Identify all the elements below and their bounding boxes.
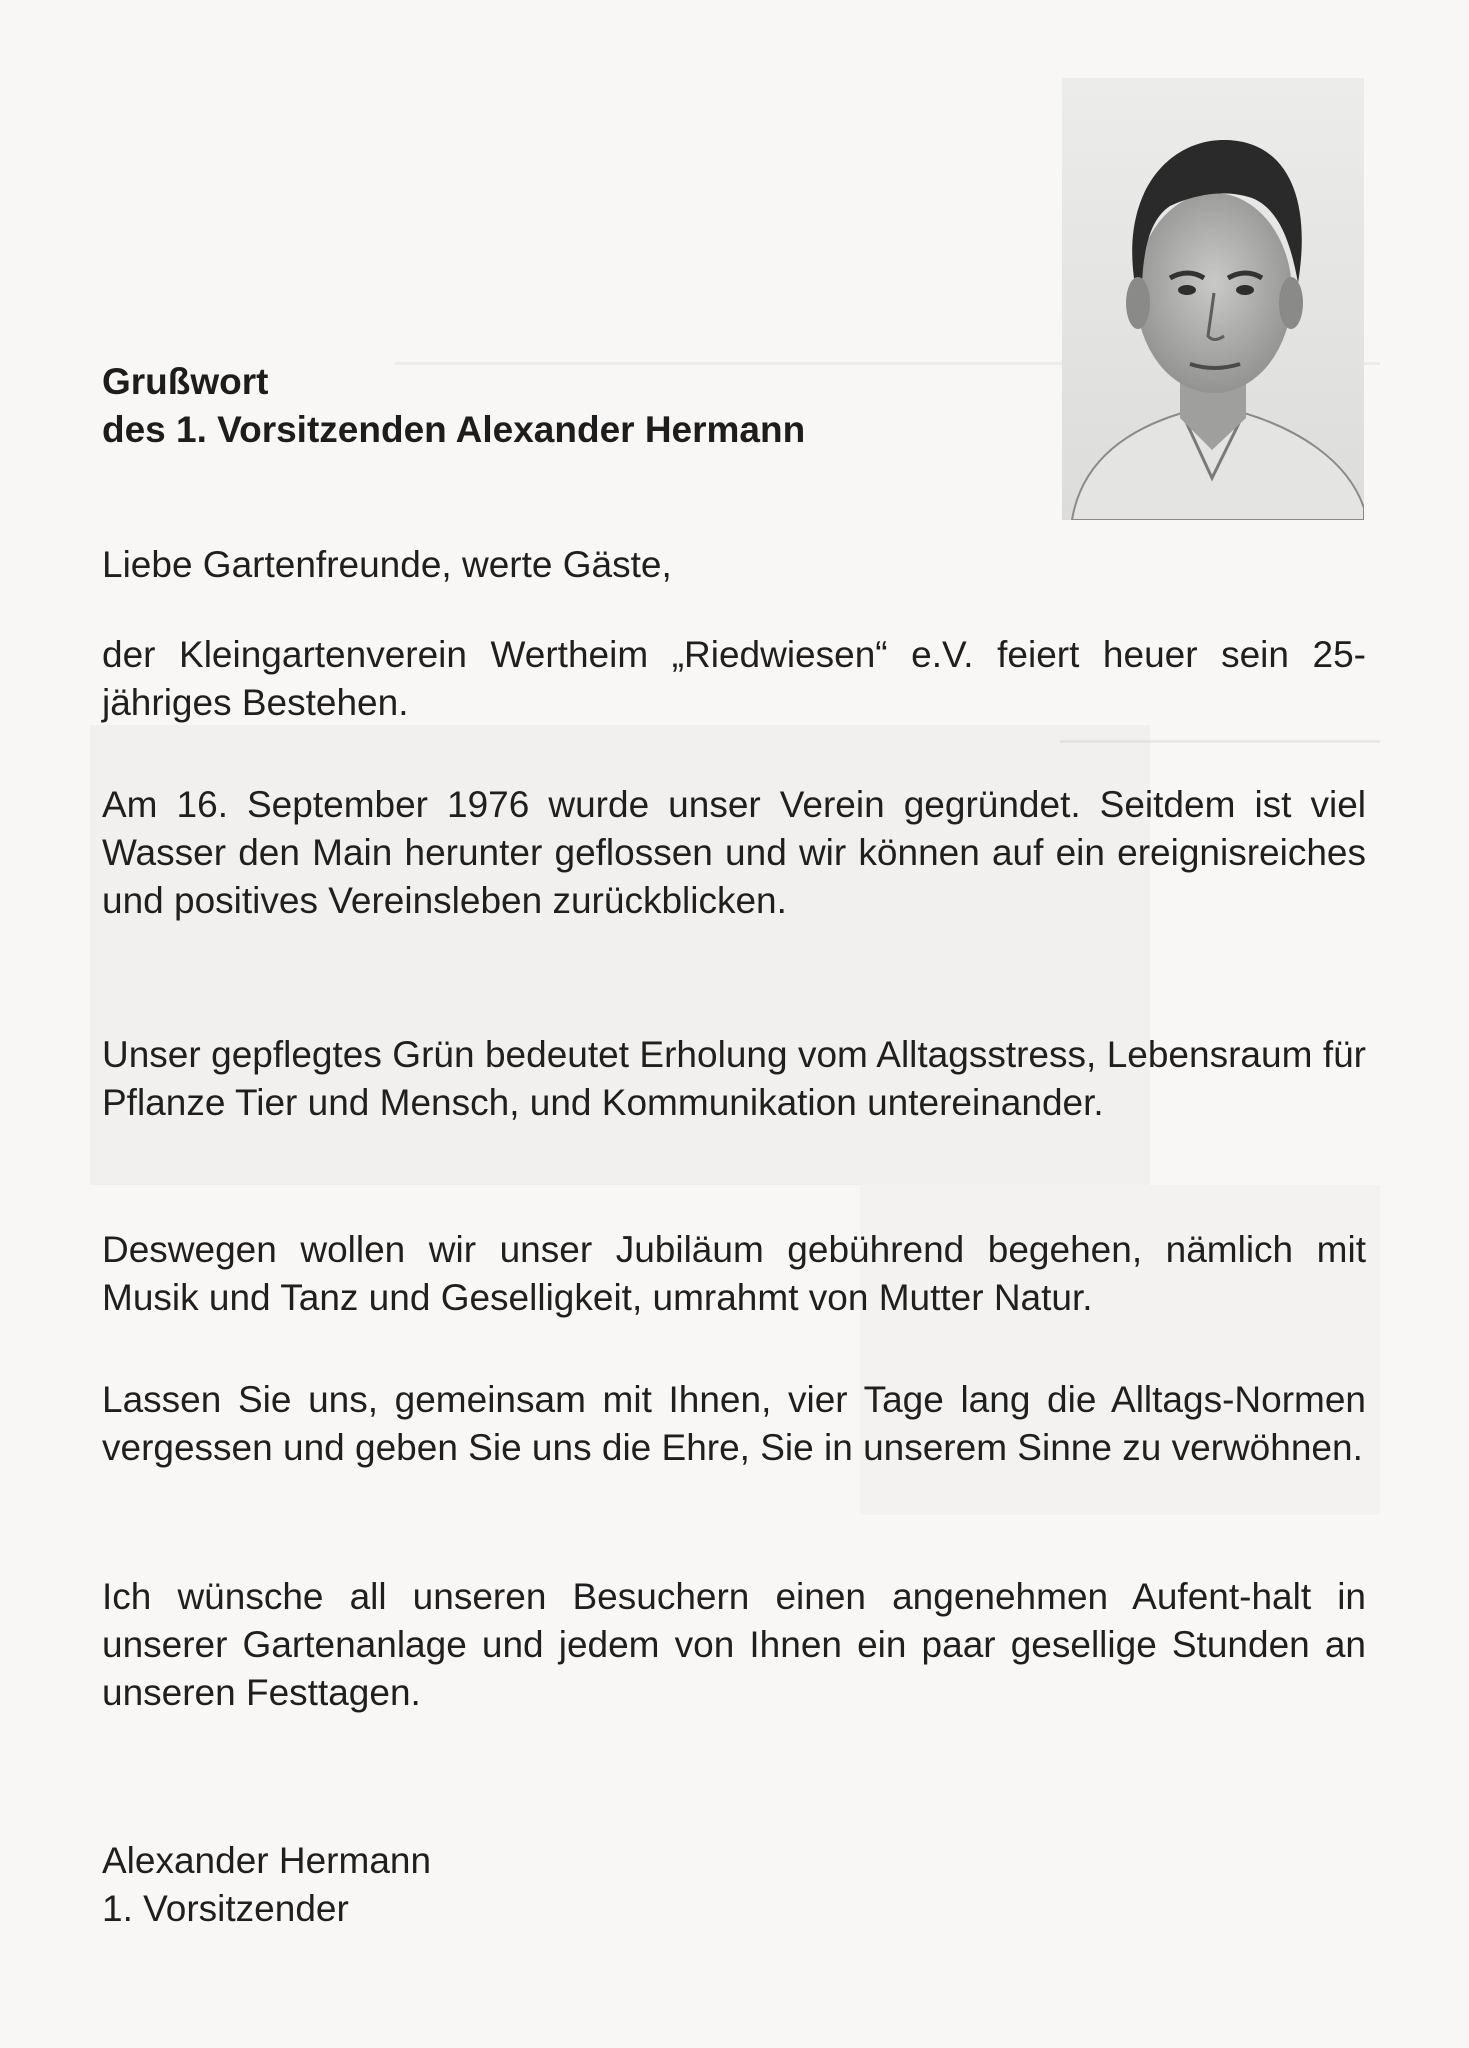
- paragraph-anniversary: der Kleingartenverein Wertheim „Riedwiesen“ e.V. feiert heuer sein 25-jähriges Bestehen.: [102, 634, 1366, 723]
- paragraph-wishes: Ich wünsche all unseren Besuchern einen angenehmen Aufent-halt in unserer Gartenanlage und jedem von Ihnen ein paar gesellige Stunden an unseren Festtagen.: [102, 1576, 1366, 1713]
- heading-subtitle: des 1. Vorsitzenden Alexander Hermann: [102, 409, 806, 450]
- signature-title: 1. Vorsitzender: [102, 1888, 349, 1929]
- signature-block: [102, 1837, 431, 1933]
- portrait-icon: [1062, 78, 1364, 520]
- page-heading: [102, 358, 1002, 454]
- salutation: Liebe Gartenfreunde, werte Gäste,: [102, 544, 672, 585]
- paragraph-celebration: Deswegen wollen wir unser Jubiläum gebührend begehen, nämlich mit Musik und Tanz und Geselligkeit, umrahmt von Mutter Natur.: [102, 1229, 1366, 1318]
- paragraph-invitation: Lassen Sie uns, gemeinsam mit Ihnen, vier Tage lang die Alltags-Normen vergessen und geben Sie uns die Ehre, Sie in unserem Sinne zu verwöhnen.: [102, 1379, 1366, 1468]
- paragraph-founding: Am 16. September 1976 wurde unser Verein gegründet. Seitdem ist viel Wasser den Main herunter geflossen und wir können auf ein ereignisreiches und positives Vereinsleben zurückblicken.: [102, 784, 1366, 921]
- portrait-photo: [1062, 78, 1364, 520]
- signature-name: Alexander Hermann: [102, 1840, 432, 1881]
- show-through-rule: [1060, 740, 1380, 743]
- paragraph-green-space: Unser gepflegtes Grün bedeutet Erholung vom Alltagsstress, Lebensraum für Pflanze Tier und Mensch, und Kommunikation untereinander.: [102, 1034, 1366, 1123]
- heading-title: Grußwort: [102, 361, 269, 402]
